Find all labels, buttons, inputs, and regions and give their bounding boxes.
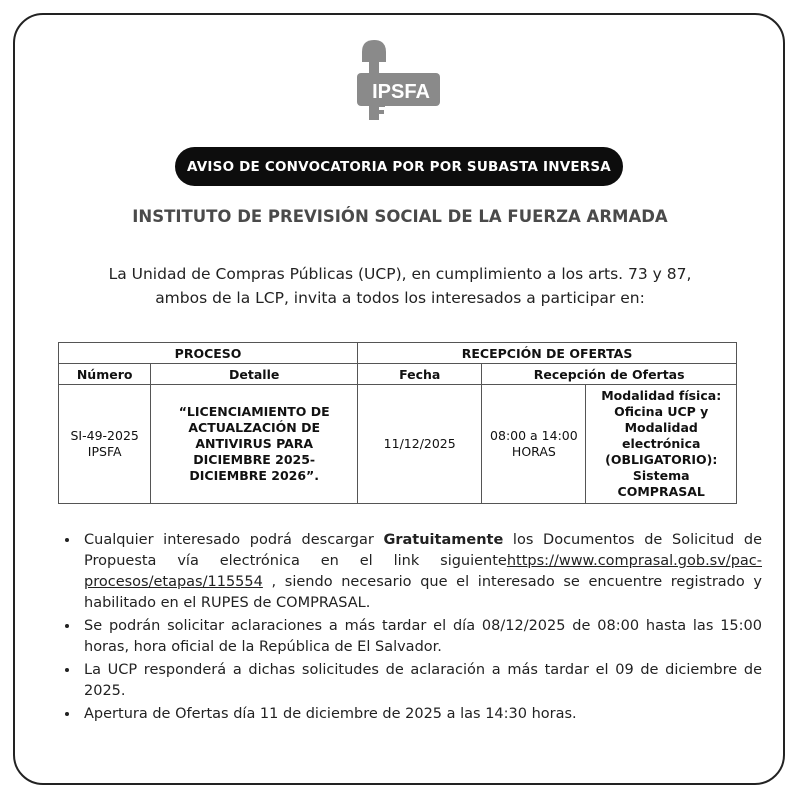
notes-list [62,530,762,727]
note-item-clarifications: • Se podrán solicitar aclaraciones a más tardar el día 08/12/2025 de 08:00 hasta las 15:00 horas, hora oficial de la República de El Salvador. [80,616,762,658]
notice-banner [175,147,623,186]
cell-fecha [358,385,482,504]
cell-modalidad [586,385,737,504]
logo-text: IPSFA [372,81,430,103]
ipsfa-logo [357,40,441,122]
institution-title: INSTITUTO DE PREVISIÓN SOCIAL DE LA FUERZA ARMADA [132,207,668,226]
note-item-download [80,530,762,614]
note-text: los Documentos de Solicitud de Propuesta vía electrónica en el link siguiente [84,532,762,569]
note-item-opening: • Apertura de Ofertas día 11 de diciembre de 2025 a las 14:30 horas. [80,704,762,725]
intro-line-2: ambos de la LCP, invita a todos los interesados a participar en: [155,289,645,307]
col-header-fecha: Fecha [358,364,482,385]
process-table [58,342,737,504]
cell-hora-text: 08:00 a 14:00 HORAS [490,428,578,459]
cell-hora [482,385,586,504]
intro-paragraph [60,262,740,310]
intro-line-1: La Unidad de Compras Públicas (UCP), en cumplimiento a los arts. 73 y 87, [108,265,692,283]
col-header-recepcion: Recepción de Ofertas [482,364,737,385]
note-text: , siendo necesario que el interesado se encuentre registrado y habilitado en el RUPES de COMPRASAL. [84,574,762,611]
col-header-numero: Número [59,364,151,385]
cell-detalle-text: “LICENCIAMIENTO DE ACTUALZACIÓN DE ANTIVIRUS PARA DICIEMBRE 2025-DICIEMBRE 2026”. [178,404,330,483]
banner-label: AVISO DE CONVOCATORIA POR POR SUBASTA INVERSA [187,158,611,175]
cell-fecha-text: 11/12/2025 [383,436,456,451]
group-header-proceso: PROCESO [59,343,358,364]
ipsfa-key-helmet-icon [357,40,441,122]
comprasal-link[interactable]: https://www.comprasal.gob.sv/pac-procesos/etapas/115554 [84,553,762,590]
note-bold-text: Gratuitamente [383,532,504,548]
cell-detalle [151,385,358,504]
note-text: Cualquier interesado podrá descargar [84,532,384,548]
cell-numero [59,385,151,504]
col-header-detalle: Detalle [151,364,358,385]
cell-numero-text: SI-49-2025 IPSFA [70,428,139,459]
cell-modalidad-text: Modalidad física: Oficina UCP y Modalidad electrónica (OBLIGATORIO): Sistema COMPRASAL [601,388,722,499]
note-item-response: • La UCP responderá a dichas solicitudes de aclaración a más tardar el 09 de diciembre de 2025. [80,660,762,702]
group-header-recepcion: RECEPCIÓN DE OFERTAS [358,343,737,364]
table-row [59,385,737,504]
